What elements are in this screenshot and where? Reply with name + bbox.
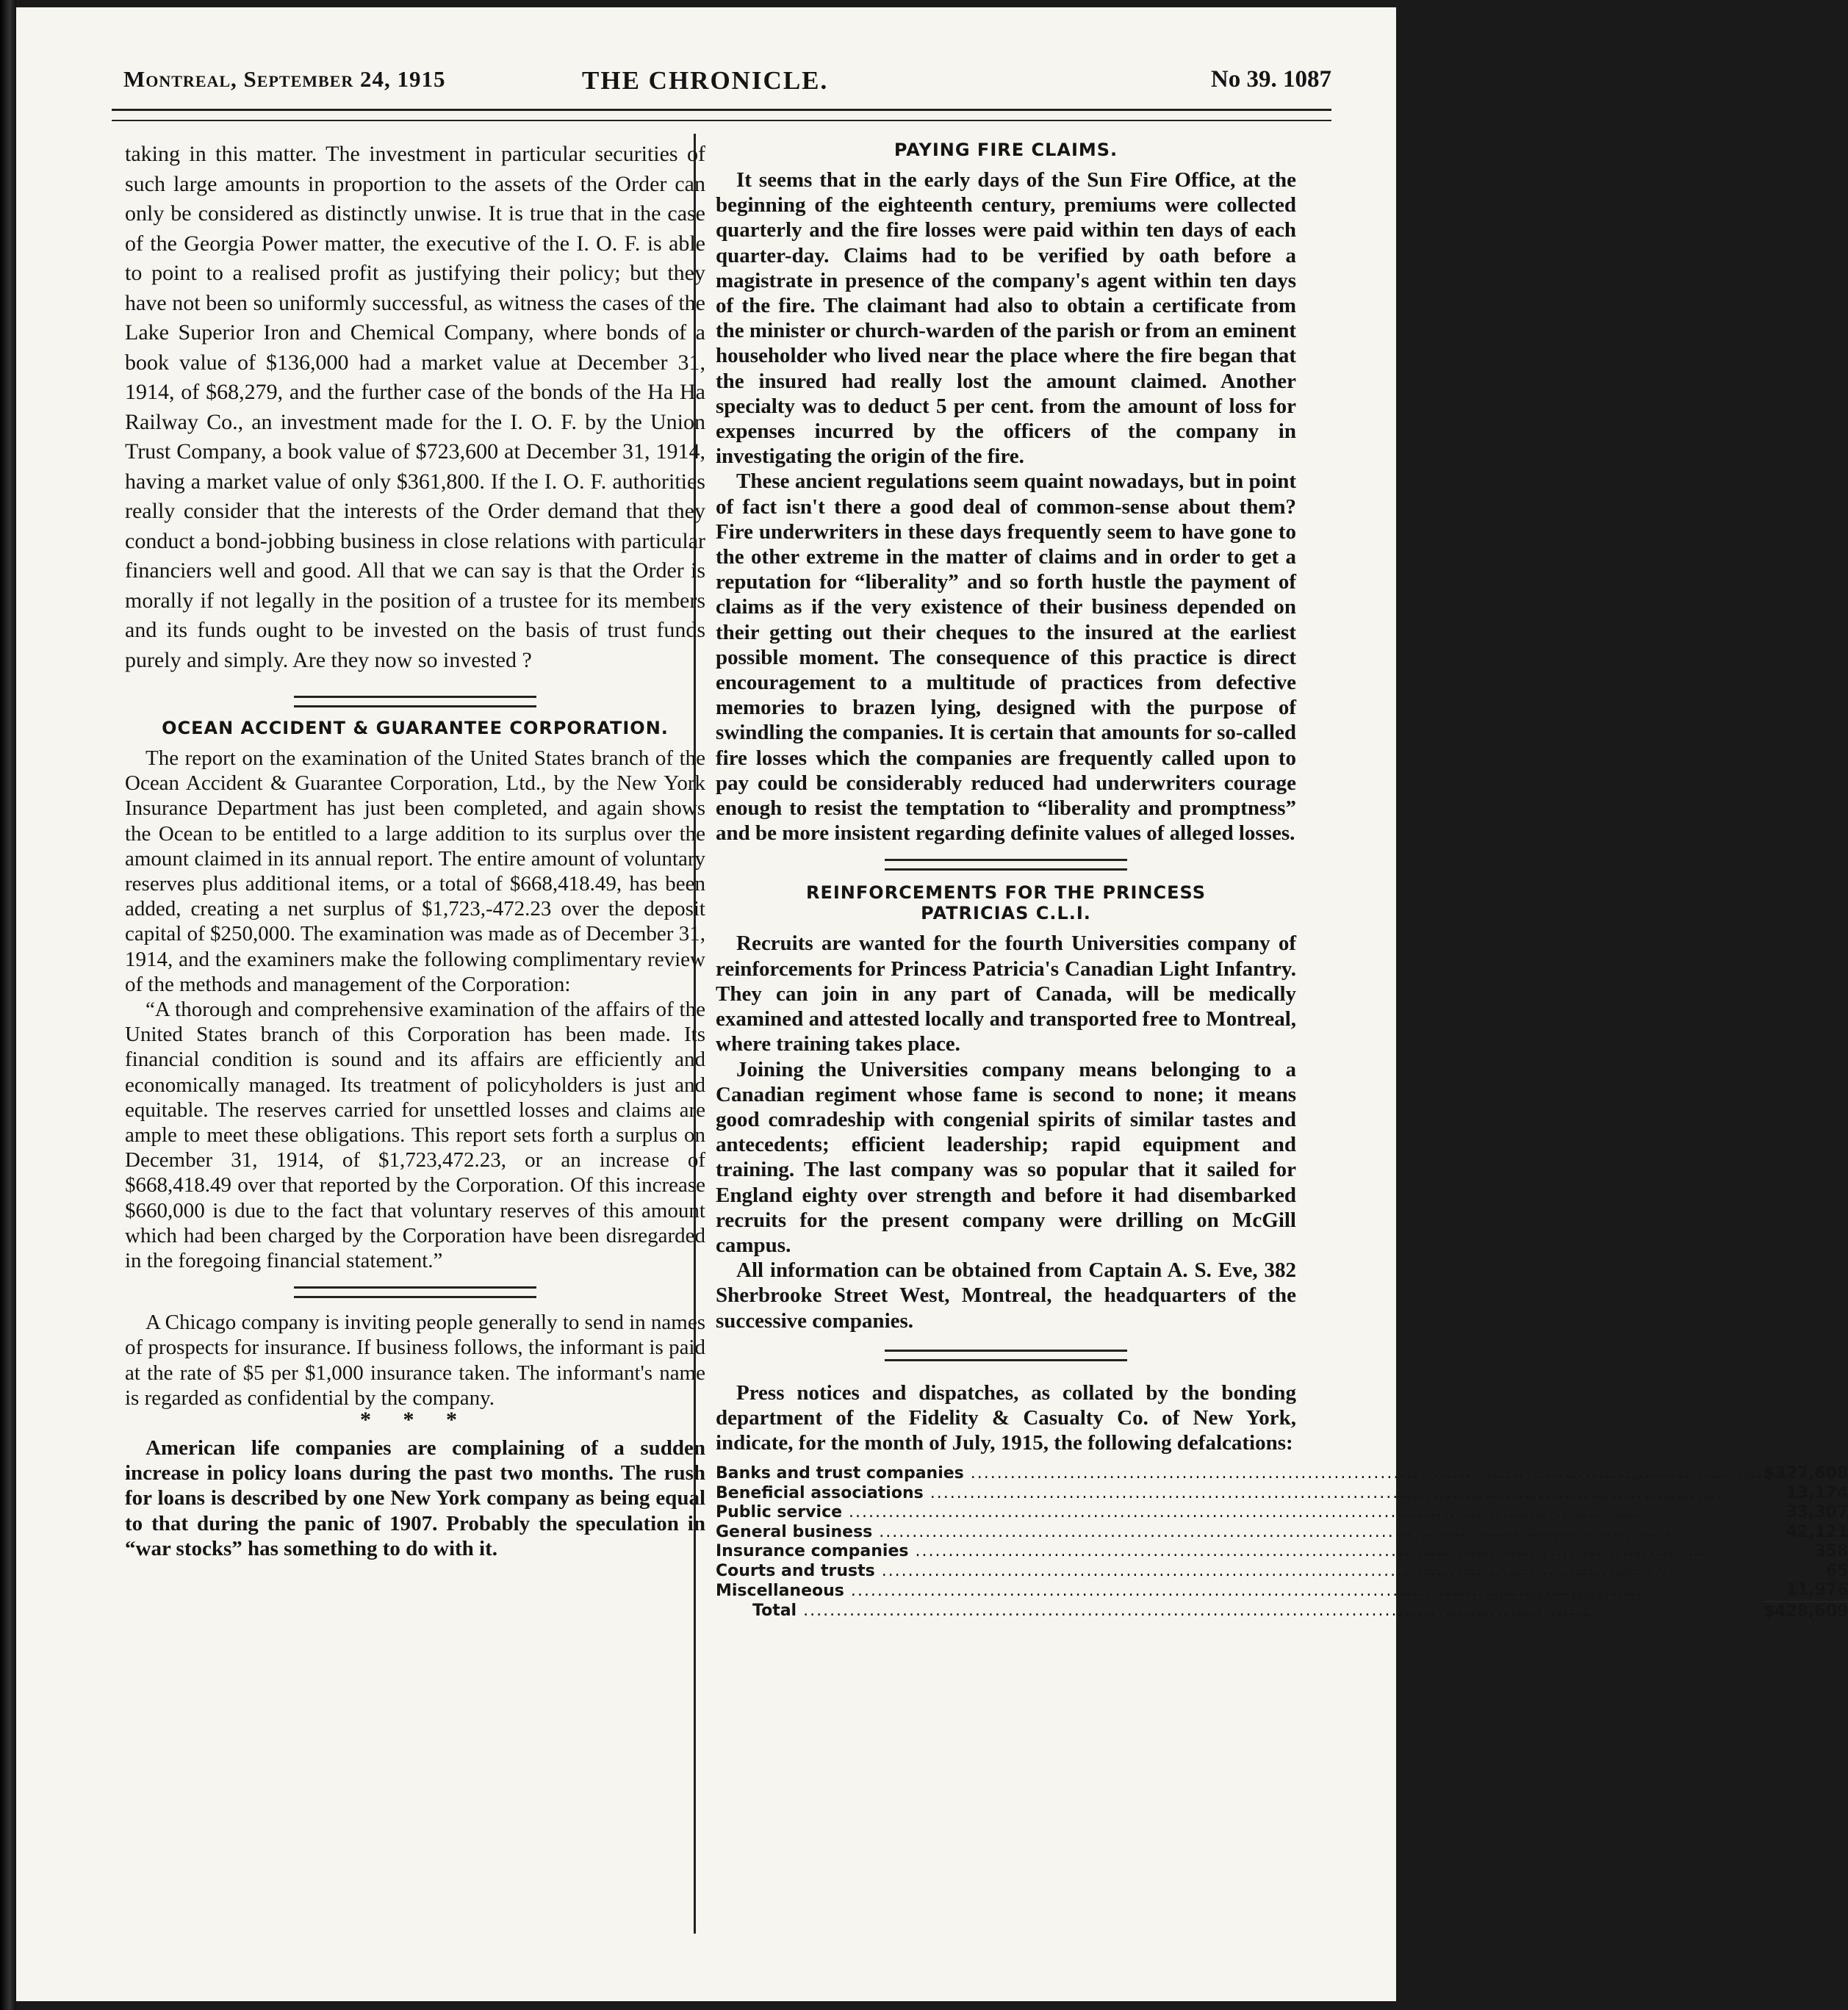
fire-claims-title: PAYING FIRE CLAIMS. (894, 140, 1118, 160)
defalcation-amount: 11,976 (1786, 1581, 1848, 1600)
defalcation-row (716, 1503, 1848, 1523)
fire-claims-paragraph: These ancient regulations seem quaint nowadays, but in point of fact isn't there a good deal of common-sense about them? Fire underwriters in these days frequently seem to have gone to the other extreme in the matter of claims and in order to get a reputation for “liberality” and so forth hustle the payment of claims as if the very existence of their business depended on their getting out their cheques to the insured at the earliest possible moment. The consequence of this practice is direct encouragement to a multitude of practices from defective memories to brazen lying, designed with the purpose of swindling the companies. It is certain that amounts for so-called fire losses which the companies are frequently called upon to pay could be considerably reduced had underwriters courage enough to resist the temptation to “liberality and promptness” and be more insistent regarding definite values of alleged losses. (716, 469, 1296, 846)
defalcation-amount: 65 (1825, 1561, 1848, 1580)
section-divider (885, 859, 1127, 871)
reinforcements-title-line1: REINFORCEMENTS FOR THE PRINCESS (806, 882, 1206, 904)
left-column (125, 140, 705, 1561)
defalcation-amount: $327,608 (1763, 1464, 1848, 1483)
page-header (112, 66, 1331, 110)
section-divider (885, 1350, 1127, 1361)
newspaper-page (16, 7, 1848, 2001)
defalcations-table (716, 1464, 1848, 1621)
stars-separator: * * * (360, 1408, 470, 1433)
defalcation-category: General business (716, 1522, 873, 1541)
defalcation-row (716, 1581, 1848, 1602)
header-masthead: THE CHRONICLE. (582, 66, 829, 95)
section-divider (294, 696, 536, 707)
reinforcements-paragraph: All information can be obtained from Captain A. S. Eve, 382 Sherbrooke Street West, Montreal, the headquarters of the successive companies. (716, 1258, 1296, 1333)
defalcations-total-row (716, 1602, 1848, 1622)
defalcation-category: Insurance companies (716, 1542, 909, 1561)
american-life-paragraph: American life companies are complaining of a sudden increase in policy loans during the past two months. The rush for loans is described by one New York company as being equal to that during the panic of 1907. Probably the speculation in “war stocks” has something to do with it. (125, 1436, 705, 1560)
reinforcements-title-line2: PATRICIAS C.L.I. (921, 903, 1091, 924)
defalcation-category: Beneficial associations (716, 1483, 924, 1502)
reinforcements-paragraph: Recruits are wanted for the fourth Universities company of reinforcements for Princess Patricia's Canadian Light Infantry. They can join in any part of Canada, will be medically examined and attested locally and transported free to Montreal, where training takes place. (716, 932, 1296, 1056)
header-dateline: Montreal, September 24, 1915 (123, 66, 446, 92)
header-issue-page: No 39. 1087 (1210, 66, 1331, 93)
defalcation-row (716, 1562, 1848, 1582)
header-rule (112, 109, 1331, 121)
ocean-section-title: OCEAN ACCIDENT & GUARANTEE CORPORATION. (162, 718, 669, 738)
defalcation-category: Miscellaneous (716, 1581, 844, 1600)
total-amount: $428,609 (1763, 1602, 1848, 1621)
defalcation-category: Public service (716, 1503, 843, 1522)
defalcation-category: Courts and trusts (716, 1561, 875, 1580)
chicago-paragraph: A Chicago company is inviting people generally to send in names of prospects for insurance. If business follows, the informant is paid at the rate of $5 per $1,000 insurance taken. The informant's name is regarded as confidential by the company. (125, 1311, 705, 1410)
defalcation-amount: 33,307 (1786, 1503, 1848, 1522)
section-divider (294, 1286, 536, 1298)
page-binding-edge (0, 0, 16, 2010)
total-label: Total (752, 1602, 797, 1621)
ocean-quote-paragraph: “A thorough and comprehensive examination of the affairs of the United States branch of this Corporation has been made. Its financial condition is sound and its affairs are efficiently and economically managed. Its treatment of policyholders is just and equitable. The reserves carried for unsettled losses and claims are ample to meet these obligations. This report sets forth a surplus on December 31, 1914, of $1,723,472.23, or an increase of $668,418.49 over that reported by the Corporation. Of this increase $660,000 is due to the fact that voluntary reserves of this amount which had been charged by the Corporation have been disregarded in the foregoing financial statement.” (125, 998, 705, 1273)
ocean-paragraph: The report on the examination of the United States branch of the Ocean Accident & Guarantee Corporation, Ltd., by the New York Insurance Department has just been completed, and again shows the Ocean to be entitled to a large addition to its surplus over the amount claimed in its annual report. The entire amount of voluntary reserves plus additional items, or a total of $668,418.49, has been added, creating a net surplus of $1,723,-472.23 over the deposit capital of $250,000. The examination was made as of December 31, 1914, and the examiners make the following complimentary review of the methods and management of the Corporation: (125, 746, 705, 996)
fire-claims-paragraph: It seems that in the early days of the Sun Fire Office, at the beginning of the eighteenth century, premiums were collected quarterly and the fire losses were paid within ten days of each quarter-day. Claims had to be verified by oath before a magistrate in presence of the company's agent within ten days of the fire. The claimant had also to obtain a certificate from the minister or church-warden of the parish or from an eminent householder who lived near the place where the fire began that the insured had really lost the amount claimed. Another specialty was to deduct 5 per cent. from the amount of loss for expenses incurred by the officers of the company in investigating the origin of the fire. (716, 168, 1296, 469)
defalcation-row (716, 1523, 1848, 1543)
defalcation-row (716, 1542, 1848, 1562)
reinforcements-paragraph: Joining the Universities company means belonging to a Canadian regiment whose fame is second to none; it means good comradeship with congenial spirits of similar tastes and antecedents; efficient leadership; rapid equipment and training. The last company was so popular that it sailed for England eighty over strength and before it had disembarked recruits for the present company were drilling on McGill campus. (716, 1057, 1296, 1257)
right-column (716, 140, 1848, 1621)
defalcation-amount: 42,121 (1786, 1522, 1848, 1541)
defalcations-intro: Press notices and dispatches, as collated by the bonding department of the Fidelity & Casualty Co. of New York, indicate, for the month of July, 1915, the following defalcations: (716, 1380, 1296, 1455)
defalcation-amount: 13,174 (1786, 1483, 1848, 1502)
ioof-article-continuation: taking in this matter. The investment in particular securities of such large amounts in proportion to the assets of the Order can only be considered as distinctly unwise. It is true that in the case of the Georgia Power matter, the executive of the I. O. F. is able to point to a realised profit as justifying their policy; but they have not been so uniformly successful, as witness the cases of the Lake Superior Iron and Chemical Company, where bonds of a book value of $136,000 had a market value at December 31, 1914, of $68,279, and the further case of the bonds of the Ha Ha Railway Co., an investment made for the I. O. F. by the Union Trust Company, a book value of $723,600 at December 31, 1914, having a market value of only $361,800. If the I. O. F. authorities really consider that the interests of the Order demand that they conduct a bond-jobbing business in close relations with particular financiers well and good. All that we can say is that the Order is morally if not legally in the position of a trustee for its members and its funds ought to be invested on the basis of trust funds purely and simply. Are they now so invested ? (125, 142, 705, 672)
defalcation-category: Banks and trust companies (716, 1464, 964, 1483)
defalcation-amount: 358 (1814, 1542, 1848, 1561)
defalcation-row (716, 1464, 1848, 1484)
defalcation-row (716, 1484, 1848, 1504)
